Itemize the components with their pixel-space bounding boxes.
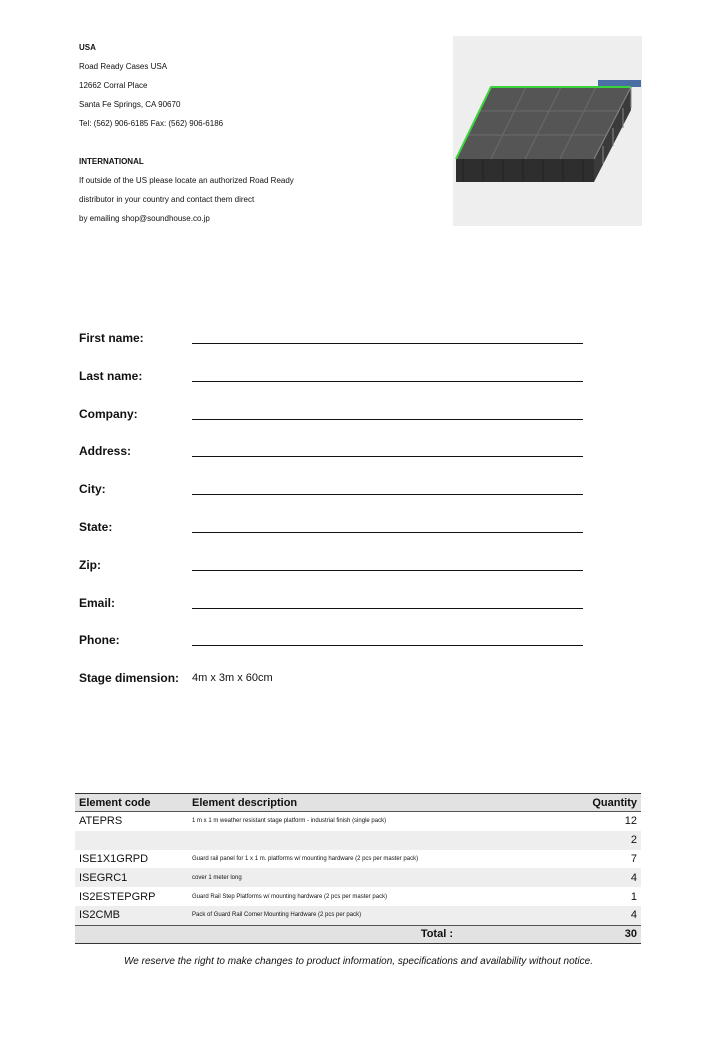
field-label: Address: bbox=[79, 444, 132, 459]
stage-render-image bbox=[453, 36, 642, 226]
address-block bbox=[79, 38, 294, 228]
intl-line: by emailing shop@soundhouse.co.jp bbox=[79, 214, 210, 223]
form-row-email bbox=[79, 594, 599, 632]
element-quantity: 2 bbox=[573, 831, 641, 850]
form-row-first-name bbox=[79, 329, 599, 367]
field-underline bbox=[192, 532, 583, 533]
table-row bbox=[75, 850, 641, 869]
usa-line: Santa Fe Springs, CA 90670 bbox=[79, 100, 181, 109]
international-heading: INTERNATIONAL bbox=[79, 157, 144, 166]
element-description: 1 m x 1 m weather resistant stage platform - industrial finish (single pack) bbox=[192, 818, 387, 825]
field-label: Zip: bbox=[79, 557, 101, 572]
table-row bbox=[75, 812, 641, 831]
field-underline bbox=[192, 381, 583, 382]
stage-dimension-label: Stage dimension: bbox=[79, 671, 180, 686]
element-code: ATEPRS bbox=[79, 815, 123, 828]
field-label: Phone: bbox=[79, 633, 120, 648]
table-header-row bbox=[75, 794, 641, 812]
field-underline bbox=[192, 494, 583, 495]
element-quantity: 1 bbox=[630, 890, 637, 903]
element-quantity: 12 bbox=[624, 815, 637, 828]
element-description bbox=[188, 831, 573, 850]
element-code: IS2ESTEPGRP bbox=[79, 890, 156, 903]
field-label: Last name: bbox=[79, 368, 143, 383]
form-row-address bbox=[79, 442, 599, 480]
intl-line: If outside of the US please locate an authorized Road Ready bbox=[79, 176, 294, 185]
table-row bbox=[75, 887, 641, 906]
element-description: Guard rail panel for 1 x 1 m. platforms w/ mounting hardware (2 pcs per master pack) bbox=[192, 855, 419, 862]
element-quantity: 7 bbox=[630, 852, 637, 865]
header-element-description: Element description bbox=[188, 794, 573, 812]
header-quantity: Quantity bbox=[573, 794, 641, 812]
element-code bbox=[75, 831, 188, 850]
element-code: ISE1X1GRPD bbox=[79, 852, 149, 865]
form-row-zip bbox=[79, 556, 599, 594]
total-label: Total : bbox=[75, 925, 573, 943]
form-row-phone bbox=[79, 631, 599, 669]
element-description: Guard Rail Step Platforms w/ mounting hardware (2 pcs per master pack) bbox=[192, 893, 388, 900]
table-row bbox=[75, 831, 641, 850]
form-row-last-name bbox=[79, 367, 599, 405]
field-label: City: bbox=[79, 482, 106, 497]
contact-form bbox=[79, 329, 599, 707]
disclaimer-notice: We reserve the right to make changes to product information, specifications and availability without notice. bbox=[124, 956, 593, 967]
total-row bbox=[75, 925, 641, 943]
element-code: ISEGRC1 bbox=[75, 868, 188, 887]
table-row bbox=[75, 868, 641, 887]
element-code: IS2CMB bbox=[75, 906, 188, 925]
form-row-state bbox=[79, 518, 599, 556]
order-table bbox=[75, 793, 641, 944]
usa-line: Road Ready Cases USA bbox=[79, 62, 168, 71]
form-row-city bbox=[79, 480, 599, 518]
stage-dimension-value: 4m x 3m x 60cm bbox=[192, 672, 273, 685]
intl-line: distributor in your country and contact them direct bbox=[79, 195, 255, 204]
field-label: State: bbox=[79, 519, 113, 534]
field-label: Email: bbox=[79, 595, 116, 610]
field-underline bbox=[192, 645, 583, 646]
field-underline bbox=[192, 343, 583, 344]
field-underline bbox=[192, 456, 583, 457]
usa-line: Tel: (562) 906-6185 Fax: (562) 906-6186 bbox=[79, 119, 224, 128]
element-quantity: 4 bbox=[573, 868, 641, 887]
field-label: Company: bbox=[79, 406, 138, 421]
field-label: First name: bbox=[79, 331, 144, 345]
element-description: Pack of Guard Rail Corner Mounting Hardware (2 pcs per pack) bbox=[188, 906, 573, 925]
usa-line: 12662 Corral Place bbox=[79, 81, 148, 90]
total-value: 30 bbox=[573, 925, 641, 943]
usa-heading: USA bbox=[79, 43, 96, 52]
table-row bbox=[75, 906, 641, 925]
element-description: cover 1 meter long bbox=[188, 868, 573, 887]
form-row-company bbox=[79, 405, 599, 443]
element-quantity: 4 bbox=[573, 906, 641, 925]
header-element-code: Element code bbox=[75, 794, 188, 812]
field-underline bbox=[192, 570, 583, 571]
field-underline bbox=[192, 419, 583, 420]
form-row-stage-dimension bbox=[79, 669, 599, 707]
field-underline bbox=[192, 608, 583, 609]
